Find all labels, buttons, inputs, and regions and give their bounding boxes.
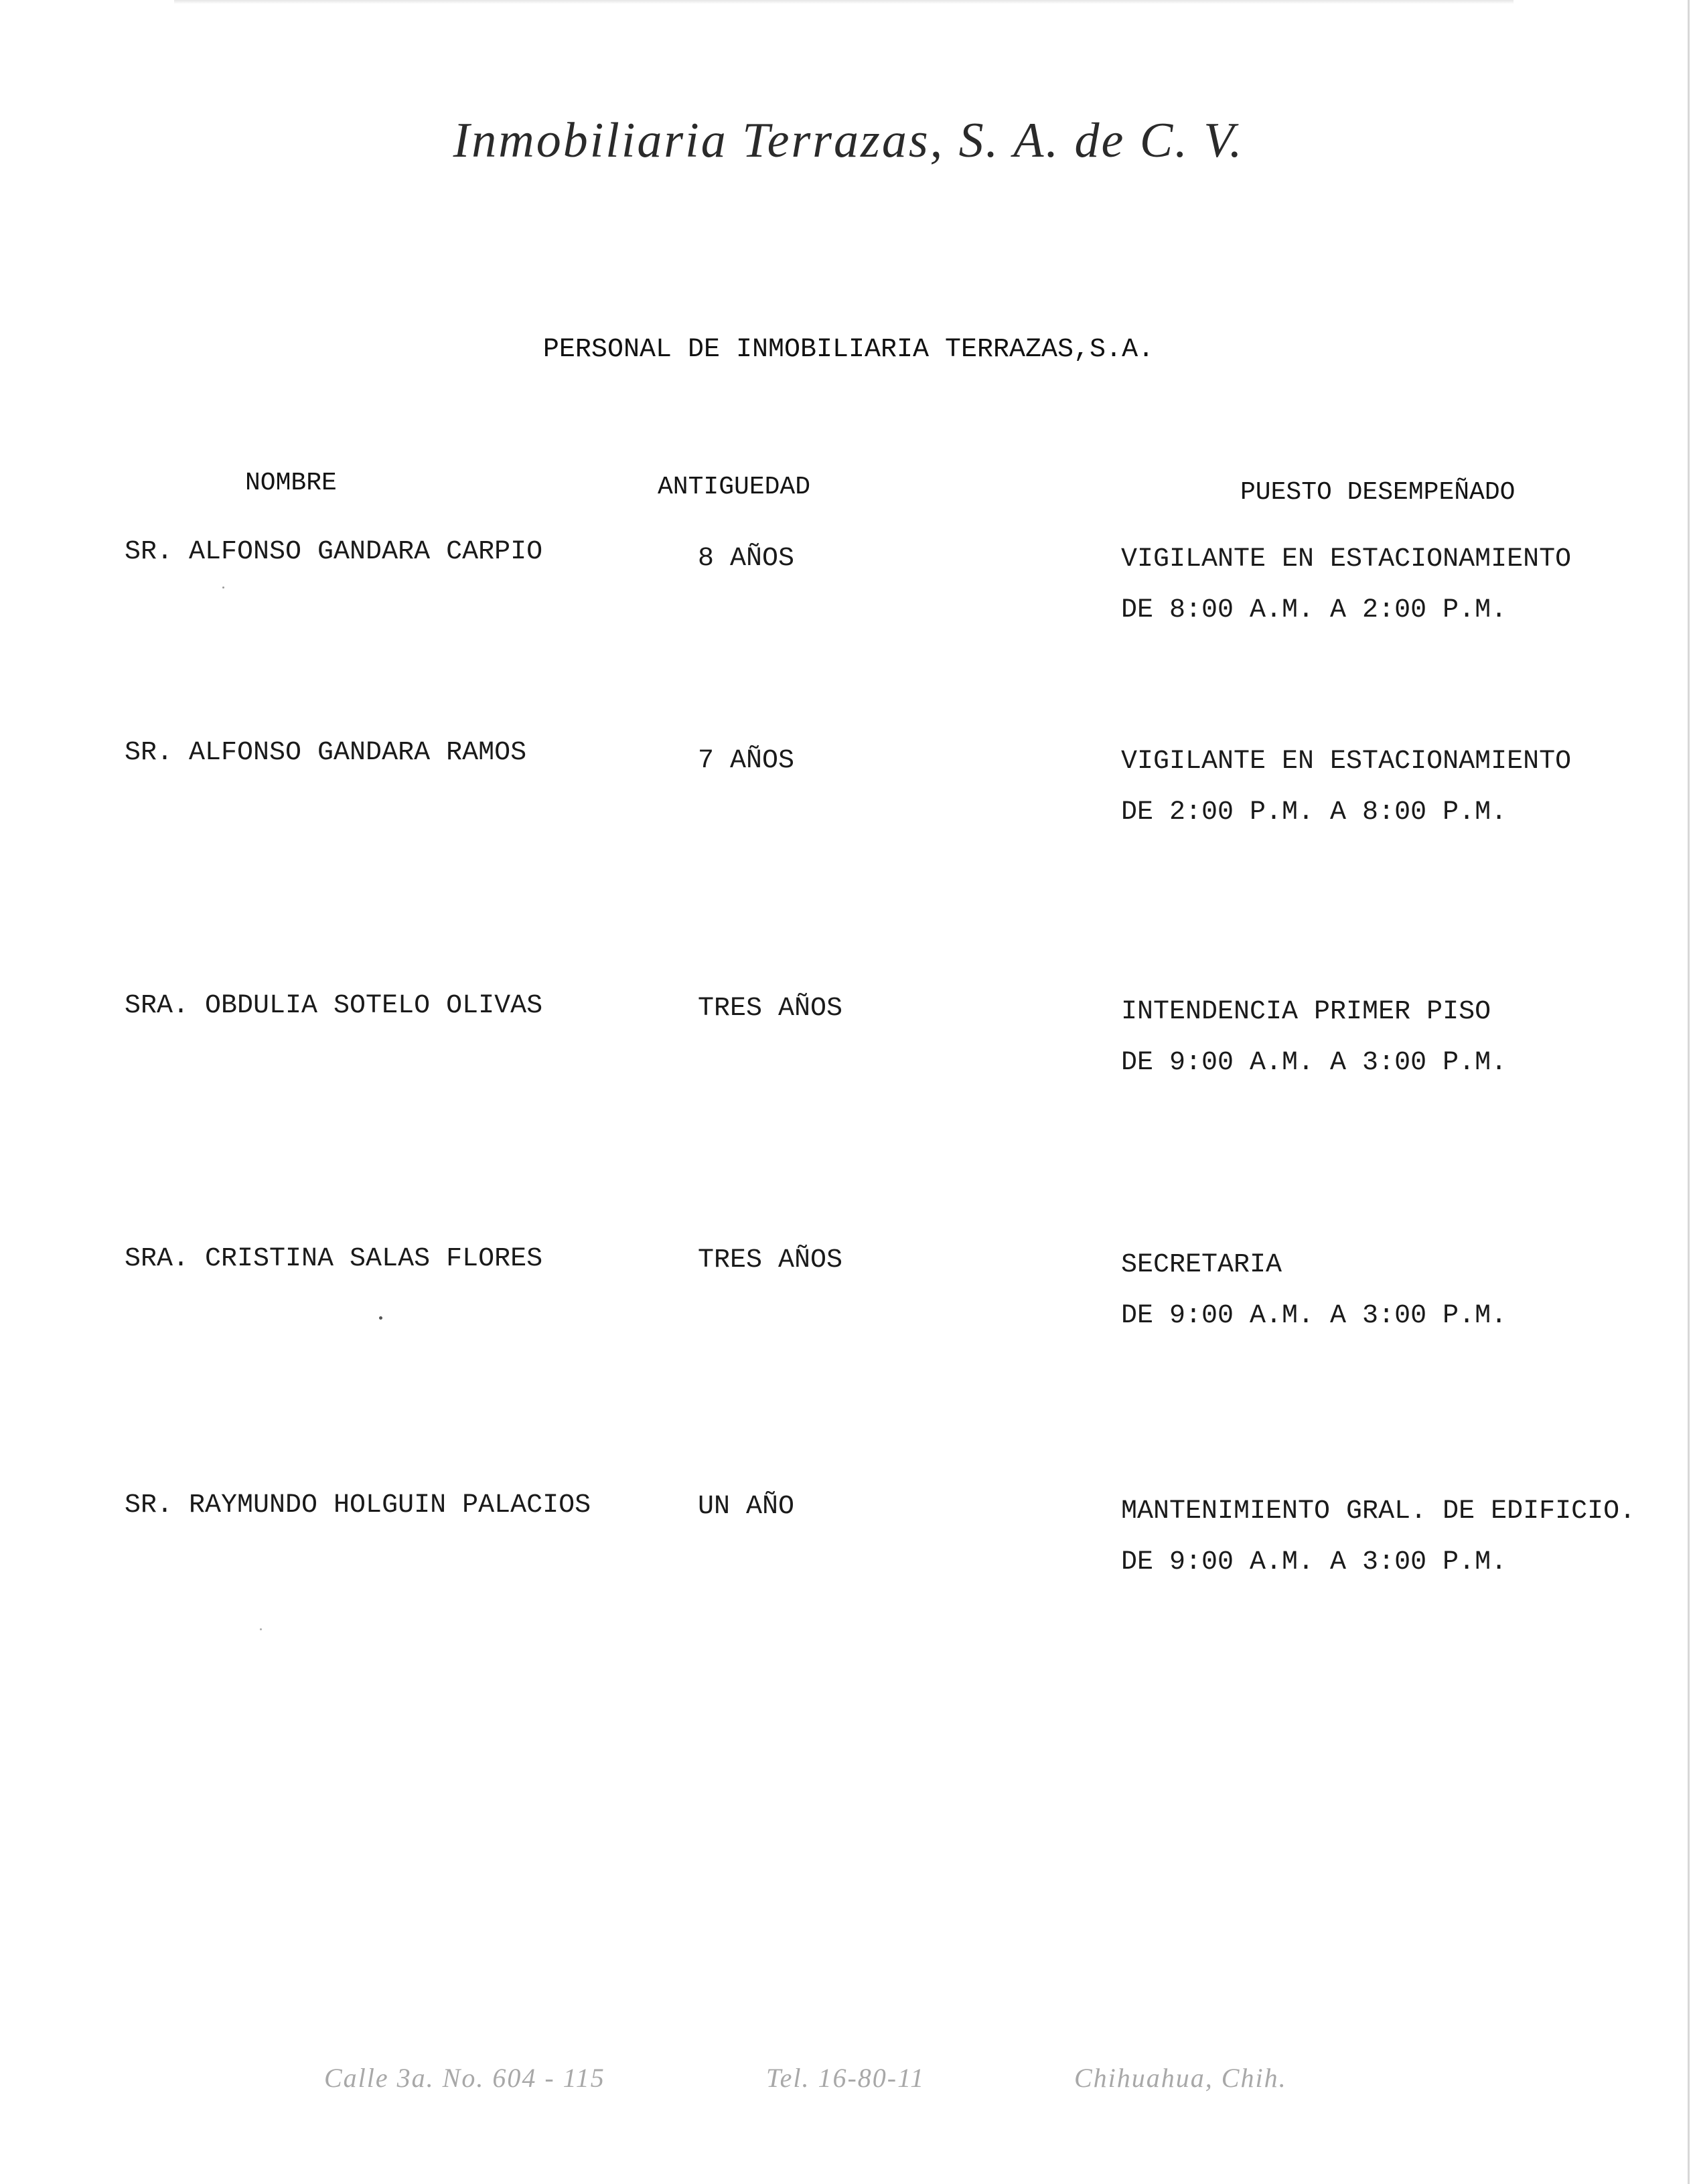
row-4-puesto: SECRETARIA xyxy=(1121,1250,1282,1280)
row-5-horario: DE 9:00 A.M. A 3:00 P.M. xyxy=(1121,1547,1507,1577)
row-2-antiguedad: 7 AÑOS xyxy=(698,746,795,776)
row-3-antiguedad: TRES AÑOS xyxy=(698,994,843,1024)
row-2-horario: DE 2:00 P.M. A 8:00 P.M. xyxy=(1121,797,1507,828)
header-nombre: NOMBRE xyxy=(245,469,337,497)
scan-top-edge xyxy=(174,0,1514,4)
row-3-puesto: INTENDENCIA PRIMER PISO xyxy=(1121,997,1491,1027)
row-4-nombre: SRA. CRISTINA SALAS FLORES xyxy=(125,1244,543,1274)
footer-address: Calle 3a. No. 604 - 115 xyxy=(324,2063,605,2093)
row-1-antiguedad: 8 AÑOS xyxy=(698,544,795,574)
scan-speck xyxy=(222,587,224,589)
letterhead: Inmobiliaria Terrazas, S. A. de C. V. xyxy=(453,113,1244,168)
row-2-puesto: VIGILANTE EN ESTACIONAMIENTO xyxy=(1121,747,1572,777)
row-5-antiguedad: UN AÑO xyxy=(698,1492,795,1522)
row-3-horario: DE 9:00 A.M. A 3:00 P.M. xyxy=(1121,1048,1507,1078)
row-4-horario: DE 9:00 A.M. A 3:00 P.M. xyxy=(1121,1301,1507,1331)
row-1-puesto: VIGILANTE EN ESTACIONAMIENTO xyxy=(1121,544,1572,574)
row-5-puesto: MANTENIMIENTO GRAL. DE EDIFICIO. xyxy=(1121,1496,1636,1527)
row-4-puesto-block xyxy=(1121,1240,1507,1342)
row-1-puesto-block xyxy=(1121,534,1571,636)
row-1-horario: DE 8:00 A.M. A 2:00 P.M. xyxy=(1121,595,1507,625)
row-4-antiguedad: TRES AÑOS xyxy=(698,1245,843,1275)
row-2-nombre: SR. ALFONSO GANDARA RAMOS xyxy=(125,738,527,768)
header-puesto: PUESTO DESEMPEÑADO xyxy=(1240,478,1516,507)
row-3-puesto-block xyxy=(1121,987,1507,1089)
row-1-nombre: SR. ALFONSO GANDARA CARPIO xyxy=(125,537,543,567)
footer-phone: Tel. 16-80-11 xyxy=(766,2063,926,2093)
scan-right-edge xyxy=(1688,0,1690,2184)
header-antiguedad: ANTIGUEDAD xyxy=(658,473,811,501)
row-5-nombre: SR. RAYMUNDO HOLGUIN PALACIOS xyxy=(125,1490,591,1520)
row-2-puesto-block xyxy=(1121,736,1571,838)
footer-city: Chihuahua, Chih. xyxy=(1074,2063,1287,2093)
row-5-puesto-block xyxy=(1121,1486,1635,1588)
document-title: PERSONAL DE INMOBILIARIA TERRAZAS,S.A. xyxy=(542,335,1155,365)
row-3-nombre: SRA. OBDULIA SOTELO OLIVAS xyxy=(125,991,543,1021)
scan-speck xyxy=(379,1316,382,1320)
scan-speck xyxy=(260,1628,262,1630)
